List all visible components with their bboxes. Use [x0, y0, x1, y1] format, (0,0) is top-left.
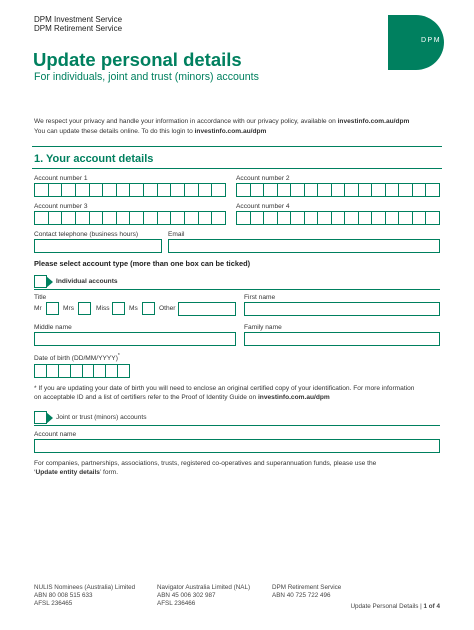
service-line-1: DPM Investment Service: [34, 15, 123, 24]
footer-col-2: [157, 584, 250, 608]
account-number-2-field[interactable]: [236, 183, 440, 197]
email-label: Email: [168, 231, 185, 238]
dob-asterisk: *: [117, 353, 120, 359]
page-label: Update Personal Details: [350, 603, 419, 610]
section-heading: 1. Your account details: [34, 153, 154, 165]
account-number-3-label: Account number 3: [34, 203, 88, 210]
dob-label: [34, 353, 120, 362]
account-number-3-field[interactable]: [34, 211, 226, 225]
individual-arrow-icon: [46, 276, 53, 288]
account-type-prompt: Please select account type (more than one box can be ticked): [34, 259, 251, 268]
title-ms-checkbox[interactable]: [142, 302, 155, 315]
individual-divider: [34, 289, 440, 290]
contact-phone-label: Contact telephone (business hours): [34, 231, 139, 238]
footer-col-2-line-2: ABN 45 006 302 987: [157, 592, 216, 599]
privacy-text: We respect your privacy and handle your information in accordance with our privacy policy, available on: [34, 118, 338, 125]
joint-accounts-heading: Joint or trust (minors) accounts: [56, 414, 147, 421]
entity-quote-close: ’ form.: [99, 469, 119, 476]
entity-note-line-1: For companies, partnerships, associations, trusts, registered co-operatives and superannuation funds, please use the: [34, 460, 377, 467]
entity-quote-open: ‘: [34, 469, 36, 476]
page-separator: |: [420, 603, 422, 610]
footer-col-3-line-1: DPM Retirement Service: [272, 584, 342, 591]
title-mrs-label: Mrs: [63, 305, 74, 312]
entity-note-line-2: [34, 468, 118, 478]
privacy-link[interactable]: investinfo.com.au/dpm: [337, 118, 410, 125]
dob-note-text: on acceptable ID and a list of certifiers refer to the Proof of Identity Guide on: [34, 394, 258, 401]
dob-label-text: Date of birth (DD/MM/YYYY): [34, 355, 118, 363]
dob-note-link[interactable]: investinfo.com.au/dpm: [257, 394, 330, 401]
entity-form-name: Update entity details: [35, 469, 100, 476]
dob-note-line-1: * If you are updating your date of birth you will need to enclose an original certified copy of your identification. For more information: [34, 385, 415, 392]
footer-col-1-line-3: AFSL 236465: [34, 600, 73, 607]
title-mr-label: Mr: [34, 305, 42, 312]
footer-col-1-line-2: ABN 80 008 515 633: [34, 592, 93, 599]
service-line-2: DPM Retirement Service: [34, 24, 123, 33]
footer-col-2-line-3: AFSL 236466: [157, 600, 196, 607]
email-field[interactable]: [168, 239, 440, 253]
footer-col-2-line-1: Navigator Australia Limited (NAL): [157, 584, 251, 591]
title-mrs-checkbox[interactable]: [78, 302, 91, 315]
title-other-label: Other: [159, 305, 176, 312]
account-number-4-field[interactable]: [236, 211, 440, 225]
page-subtitle: For individuals, joint and trust (minors) accounts: [34, 71, 259, 83]
joint-divider: [34, 425, 440, 426]
footer-col-1: [34, 584, 135, 608]
account-number-2-label: Account number 2: [236, 175, 290, 182]
first-name-field[interactable]: [244, 302, 440, 316]
online-link[interactable]: investinfo.com.au/dpm: [194, 128, 267, 135]
section-heading-underline: [32, 168, 442, 169]
title-miss-label: Miss: [96, 305, 110, 312]
title-miss-checkbox[interactable]: [112, 302, 125, 315]
contact-phone-field[interactable]: [34, 239, 162, 253]
middle-name-field[interactable]: [34, 332, 236, 346]
page-number: 1 of 4: [423, 603, 440, 610]
footer-col-3-line-2: ABN 40 725 722 496: [272, 592, 331, 599]
online-text: You can update these details online. To do this login to: [34, 128, 195, 135]
joint-arrow-icon: [46, 412, 53, 424]
account-name-field[interactable]: [34, 439, 440, 453]
footer-col-1-line-1: NULIS Nominees (Australia) Limited: [34, 584, 136, 591]
family-name-label: Family name: [244, 324, 282, 331]
title-other-field[interactable]: [178, 302, 236, 316]
middle-name-label: Middle name: [34, 324, 72, 331]
individual-accounts-heading: Individual accounts: [56, 278, 118, 285]
logo-text: DPM: [421, 37, 442, 44]
title-label: Title: [34, 294, 47, 301]
account-number-4-label: Account number 4: [236, 203, 290, 210]
first-name-label: First name: [244, 294, 276, 301]
account-number-1-field[interactable]: [34, 183, 226, 197]
section-divider: [32, 146, 442, 147]
account-name-label: Account name: [34, 431, 77, 438]
dob-field[interactable]: [34, 364, 130, 378]
privacy-line: [34, 117, 409, 127]
title-ms-label: Ms: [129, 305, 138, 312]
title-mr-checkbox[interactable]: [46, 302, 59, 315]
account-number-1-label: Account number 1: [34, 175, 88, 182]
family-name-field[interactable]: [244, 332, 440, 346]
dob-note-line-2: [34, 393, 330, 403]
online-line: [34, 127, 266, 137]
footer-col-3: [272, 584, 341, 600]
page-title: Update personal details: [33, 49, 242, 70]
page-indicator: [351, 603, 441, 610]
